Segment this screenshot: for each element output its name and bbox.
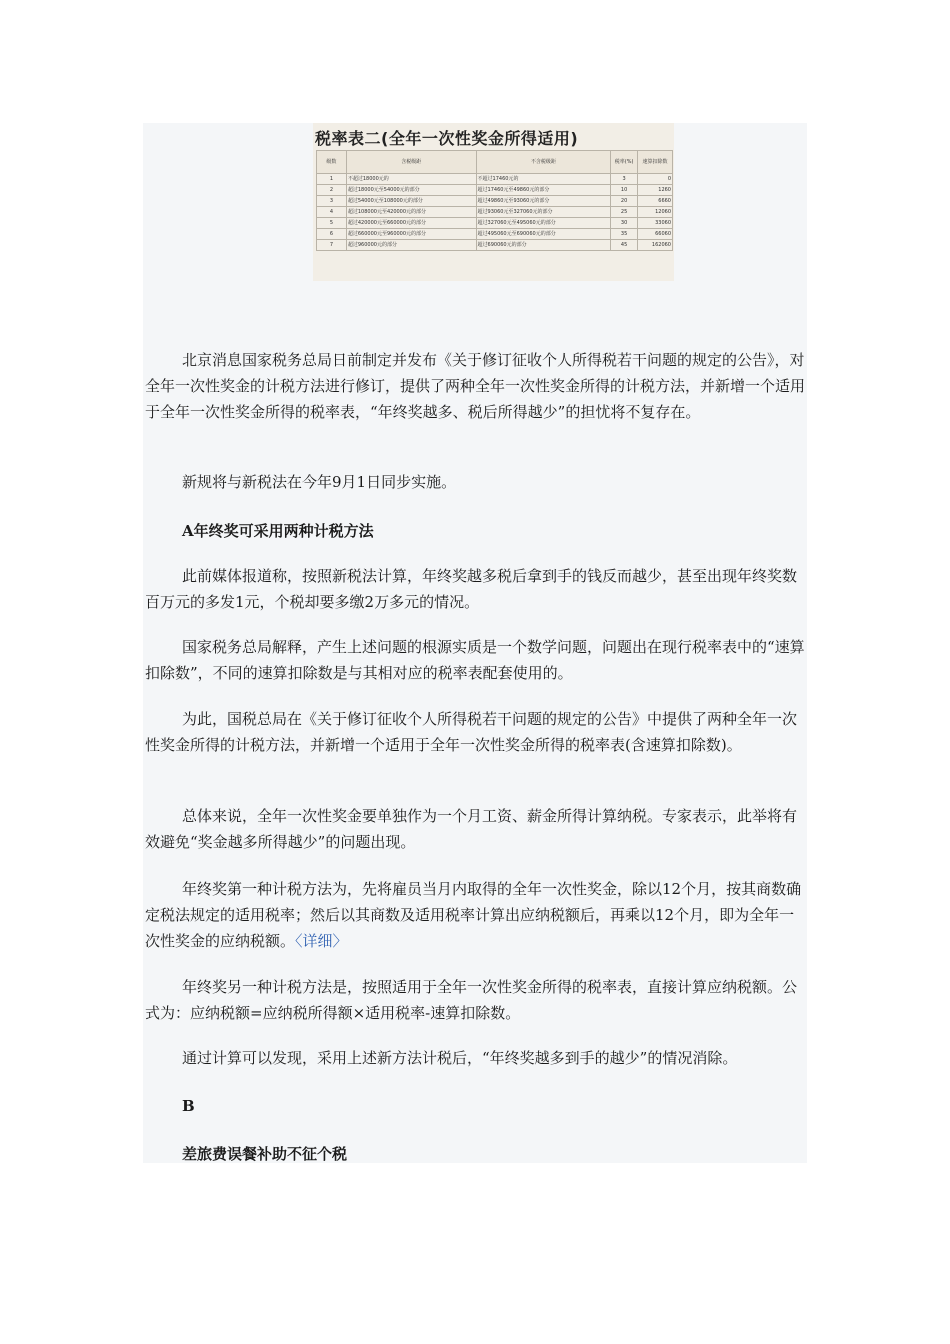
table-cell: 超过17460元至49860元的部分 xyxy=(476,185,611,196)
header-nontaxable-range: 不含税级距 xyxy=(476,151,611,174)
paragraph-method-one: 年终奖第一种计税方法为，先将雇员当月内取得的全年一次性奖金，除以12个月，按其商数确定税法规定的适用税率；然后以其商数及适用税率计算出应纳税额后，再乘以12个月，即为全年一次性奖金的应纳税额。〈详细〉 xyxy=(145,880,802,950)
tax-rate-table xyxy=(316,150,673,251)
table-row xyxy=(317,185,673,196)
table-cell: 2 xyxy=(317,185,347,196)
table-cell: 1 xyxy=(317,174,347,185)
paragraph-explanation: 国家税务总局解释，产生上述问题的根源实质是一个数学问题，问题出在现行税率表中的“速算扣除数”，不同的速算扣除数是与其相对应的税率表配套使用的。 xyxy=(145,638,805,682)
paragraph-conclusion: 通过计算可以发现，采用上述新方法计税后，“年终奖越多到手的越少”的情况消除。 xyxy=(182,1049,738,1067)
table-row xyxy=(317,240,673,251)
paragraph-new-methods: 为此，国税总局在《关于修订征收个人所得税若干问题的规定的公告》中提供了两种全年一次性奖金所得的计税方法，并新增一个适用于全年一次性奖金所得的税率表(含速算扣除数)。 xyxy=(145,710,798,754)
table-cell: 超过93060元至327060元的部分 xyxy=(476,207,611,218)
paragraph-method-two: 年终奖另一种计税方法是，按照适用于全年一次性奖金所得的税率表，直接计算应纳税额。公式为：应纳税额=应纳税所得额×适用税率-速算扣除数。 xyxy=(145,978,798,1022)
table-cell: 3 xyxy=(317,196,347,207)
header-rate: 税率(%) xyxy=(611,151,638,174)
table-row xyxy=(317,174,673,185)
table-row xyxy=(317,229,673,240)
tax-rate-table-image xyxy=(313,123,674,281)
table-cell: 超过327060元至495060元的部分 xyxy=(476,218,611,229)
table-row xyxy=(317,218,673,229)
table-cell: 超过49860元至93060元的部分 xyxy=(476,196,611,207)
table-cell: 12060 xyxy=(638,207,673,218)
paragraph-intro: 北京消息国家税务总局日前制定并发布《关于修订征收个人所得税若干问题的规定的公告》，对全年一次性奖金的计税方法进行修订，提供了两种全年一次性奖金所得的计税方法，并新增一个适用于全年一次性奖金所得的税率表，“年终奖越多、税后所得越少”的担忧将不复存在。 xyxy=(145,351,806,421)
detail-link[interactable]: 〈详细〉 xyxy=(295,932,348,950)
table-title: 税率表二(全年一次性奖金所得适用) xyxy=(315,129,579,148)
table-cell: 7 xyxy=(317,240,347,251)
table-cell: 6660 xyxy=(638,196,673,207)
table-cell: 超过54000元至108000元的部分 xyxy=(346,196,476,207)
table-cell: 45 xyxy=(611,240,638,251)
table-cell: 超过420000元至660000元的部分 xyxy=(346,218,476,229)
table-cell: 162060 xyxy=(638,240,673,251)
table-cell: 6 xyxy=(317,229,347,240)
table-cell: 10 xyxy=(611,185,638,196)
table-cell: 4 xyxy=(317,207,347,218)
paragraph-effective-date: 新规将与新税法在今年9月1日同步实施。 xyxy=(182,473,457,491)
header-level: 级数 xyxy=(317,151,347,174)
section-heading-a: A年终奖可采用两种计税方法 xyxy=(182,522,374,540)
table-cell: 超过690060元的部分 xyxy=(476,240,611,251)
table-cell: 不超过18000元的 xyxy=(346,174,476,185)
header-taxable-range: 含税级距 xyxy=(346,151,476,174)
table-cell: 33060 xyxy=(638,218,673,229)
table-row xyxy=(317,207,673,218)
table-cell: 0 xyxy=(638,174,673,185)
table-cell: 超过495060元至690060元的部分 xyxy=(476,229,611,240)
table-cell: 不超过17460元的 xyxy=(476,174,611,185)
table-cell: 超过108000元至420000元的部分 xyxy=(346,207,476,218)
table-cell: 25 xyxy=(611,207,638,218)
section-subheading-travel: 差旅费误餐补助不征个税 xyxy=(182,1145,348,1163)
table-cell: 3 xyxy=(611,174,638,185)
table-cell: 超过18000元至54000元的部分 xyxy=(346,185,476,196)
paragraph-expert-view: 总体来说，全年一次性奖金要单独作为一个月工资、薪金所得计算纳税。专家表示，此举将有效避免“奖金越多所得越少”的问题出现。 xyxy=(145,807,798,851)
paragraph-media-report: 此前媒体报道称，按照新税法计算，年终奖越多税后拿到手的钱反而越少，甚至出现年终奖数百万元的多发1元，个税却要多缴2万多元的情况。 xyxy=(145,567,798,611)
table-cell: 超过660000元至960000元的部分 xyxy=(346,229,476,240)
table-header-row xyxy=(317,151,673,174)
table-cell: 30 xyxy=(611,218,638,229)
table-cell: 35 xyxy=(611,229,638,240)
table-cell: 20 xyxy=(611,196,638,207)
section-heading-b: B xyxy=(182,1097,195,1115)
table-cell: 1260 xyxy=(638,185,673,196)
table-row xyxy=(317,196,673,207)
table-cell: 66060 xyxy=(638,229,673,240)
header-deduction: 速算扣除数 xyxy=(638,151,673,174)
table-cell: 超过960000元的部分 xyxy=(346,240,476,251)
table-cell: 5 xyxy=(317,218,347,229)
